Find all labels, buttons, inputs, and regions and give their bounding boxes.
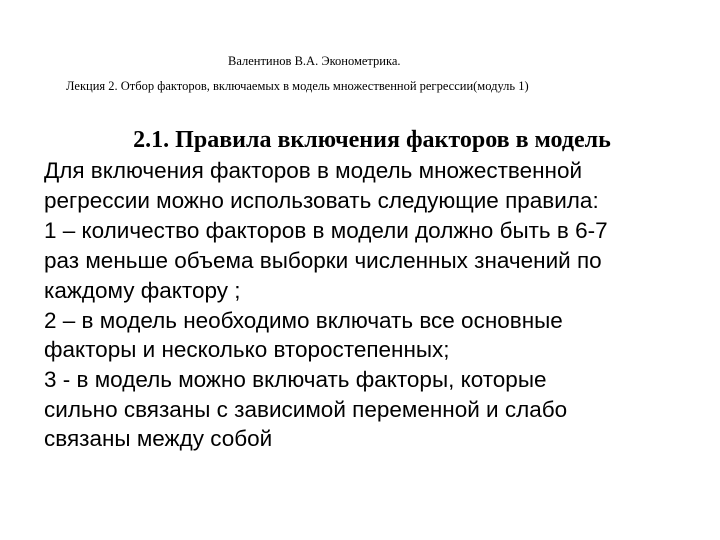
header-lecture-line: Лекция 2. Отбор факторов, включаемых в модель множественной регрессии(модуль 1)	[66, 79, 529, 93]
body-line-3: 1 – количество факторов в модели должно быть в 6-7	[44, 218, 608, 243]
body-line-9: сильно связаны с зависимой переменной и слабо	[44, 397, 568, 422]
body-line-8: 3 - в модель можно включать факторы, которые	[44, 367, 547, 392]
body-line-2: регрессии можно использовать следующие правила:	[44, 188, 599, 213]
body-line-5: каждому фактору ;	[44, 278, 241, 303]
slide-title: 2.1. Правила включения факторов в модель	[133, 127, 611, 153]
body-line-6: 2 – в модель необходимо включать все основные	[44, 308, 563, 333]
header-author-line: Валентинов В.А. Эконометрика.	[228, 54, 401, 68]
body-line-10: связаны между собой	[44, 426, 273, 451]
body-line-4: раз меньше объема выборки численных значений по	[44, 248, 602, 273]
body-line-1: Для включения факторов в модель множественной	[44, 158, 583, 183]
body-line-7: факторы и несколько второстепенных;	[44, 337, 450, 362]
